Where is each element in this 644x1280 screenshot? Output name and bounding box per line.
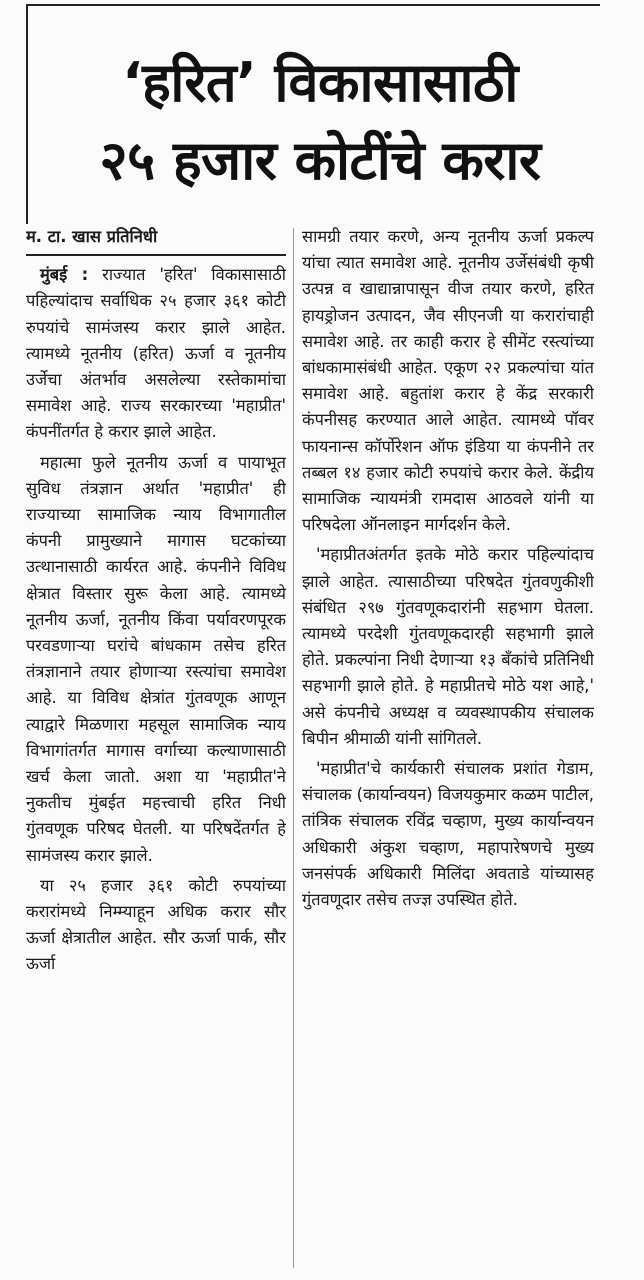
headline	[20, 44, 620, 200]
paragraph-text: राज्यात 'हरित' विकासासाठी पहिल्यांदाच सर्वाधिक २५ हजार ३६१ कोटी रुपयांचे सामंजस्य करार झाले आहेत. त्यामध्ये नूतनीय (हरित) ऊर्जा व नूतनीय उर्जेचा अंतर्भाव असलेल्या रस्तेकामांचा समावेश आहे. राज्य सरकारच्या 'महाप्रीत' कंपनींतर्गत हे करार झाले आहेत.	[26, 265, 286, 442]
headline-line-2: २५ हजार कोटींचे करार	[99, 129, 541, 192]
top-rule	[28, 4, 600, 6]
article-paragraph: या २५ हजार ३६१ कोटी रुपयांच्या करारांमध्ये निम्म्याहून अधिक करार सौर ऊर्जा क्षेत्रातील आहेत. सौर ऊर्जा पार्क, सौर ऊर्जा	[26, 875, 286, 974]
article-paragraph: सामग्री तयार करणे, अन्य नूतनीय ऊर्जा प्रकल्प यांचा त्यात समावेश आहे. नूतनीय उर्जेसंबंधी कृषी उत्पन्न व खाद्यान्नापासून वीज तयार करणे, हरित हायड्रोजन उत्पादन, जैव सीएनजी या करारांचाही समावेश आहे. तर काही करार हे सीमेंट रस्त्यांच्या बांधकामासंबंधी आहेत. एकूण २२ प्रकल्पांचा यांत समावेश आहे. बहुतांश करार हे केंद्र सरकारी कंपनीसह करण्यात आले आहेत. त्यामध्ये पॉवर फायनान्स कॉर्पोरेशन ऑफ इंडिया या कंपनीने तर तब्बल १४ हजार कोटी रुपयांचे करार केले. केंद्रीय सामाजिक न्यायमंत्री रामदास आठवले यांनी या परिषदेला ऑनलाइन मार्गदर्शन केले.	[302, 227, 594, 535]
headline-line-1: ‘हरित’ विकासासाठी	[122, 51, 518, 114]
byline: म. टा. खास प्रतिनिधी	[26, 224, 286, 256]
article-paragraph: महात्मा फुले नूतनीय ऊर्जा व पायाभूत सुविध तंत्रज्ञान अर्थात 'महाप्रीत' ही राज्याच्या सामाजिक न्याय विभागातील कंपनी प्रामुख्याने मागास घटकांच्या उत्थानासाठी कार्यरत आहे. कंपनीने विविध क्षेत्रात विस्तार सुरू केला आहे. त्यामध्ये नूतनीय ऊर्जा, नूतनीय किंवा पर्यावरणपूरक परवडणाऱ्या घरांचे बांधकाम तसेच हरित तंत्रज्ञानाने तयार होणाऱ्या रस्त्यांचा समावेश आहे. या विविध क्षेत्रांत गुंतवणूक आणून त्याद्वारे मिळणारा महसूल सामाजिक न्याय विभागांतर्गत मागास वर्गाच्या कल्याणासाठी खर्च केला जातो. अशा या 'महाप्रीत'ने नुकतीच मुंबईत महत्त्वाची हरित निधी गुंतवणूक परिषद घेतली. या परिषदेंतर्गत हे सामंजस्य करार झाले.	[26, 452, 286, 865]
article-paragraph	[26, 262, 286, 445]
article-column-2	[302, 224, 594, 1274]
article-paragraph: 'महाप्रीतअंतर्गत इतके मोठे करार पहिल्यांदाच झाले आहेत. त्यासाठीच्या परिषदेत गुंतवणुकीशी संबंधित २९७ गुंतवणूकदारांनी सहभाग घेतला. त्यामध्ये परदेशी गुंतवणूकदारही सहभागी झाले होते. प्रकल्पांना निधी देणाऱ्या १३ बँकांचे प्रतिनिधी सहभागी झाले होते. हे महाप्रीतचे मोठे यश आहे,' असे कंपनीचे अध्यक्ष व व्यवस्थापकीय संचालक बिपीन श्रीमाळी यांनी सांगितले.	[302, 545, 594, 748]
article-paragraph: 'महाप्रीत'चे कार्यकारी संचालक प्रशांत गेडाम, संचालक (कार्यान्वयन) विजयकुमार कळम पाटील, तांत्रिक संचालक रविंद्र चव्हाण, मुख्य कार्यान्वयन अधिकारी अंकुश चव्हाण, महापारेषणचे मुख्य जनसंपर्क अधिकारी मिलिंदा अवताडे यांच्यासह गुंतवणूदार तसेच तज्ज्ञ उपस्थित होते.	[302, 759, 594, 910]
column-divider	[293, 228, 294, 1268]
article-column-1	[26, 224, 286, 1274]
dateline: मुंबई :	[40, 265, 89, 285]
